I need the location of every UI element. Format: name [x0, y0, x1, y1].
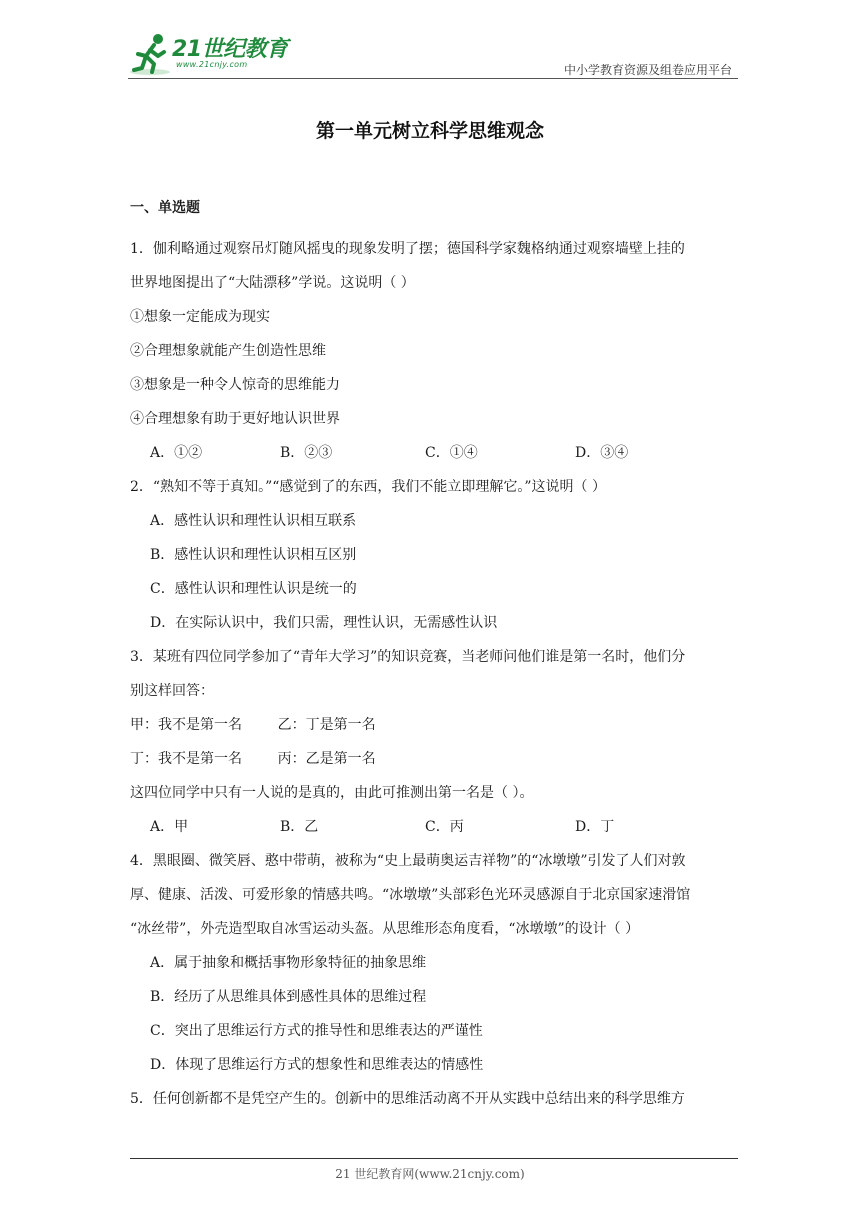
q4-option-a[interactable]: A．属于抽象和概括事物形象特征的抽象思维 [150, 955, 427, 971]
q3-stem-line-1: 3．某班有四位同学参加了“青年大学习”的知识竞赛，当老师问他们谁是第一名时，他们分 [130, 649, 686, 665]
q1-statement-1: ①想象一定能成为现实 [130, 309, 270, 325]
q3-option-d[interactable]: D．丁 [575, 819, 615, 835]
q2-option-c[interactable]: C．感性认识和理性认识是统一的 [150, 581, 357, 597]
q4-option-c[interactable]: C．突出了思维运行方式的推导性和思维表达的严谨性 [150, 1023, 483, 1039]
q1-statement-3: ③想象是一种令人惊奇的思维能力 [130, 377, 340, 393]
q2-option-b[interactable]: B．感性认识和理性认识相互区别 [150, 547, 357, 563]
q2-stem: 2．“熟知不等于真知。”“感觉到了的东西，我们不能立即理解它。”这说明（ ） [130, 479, 606, 495]
q1-statement-2: ②合理想象就能产生创造性思维 [130, 343, 326, 359]
q1-option-a[interactable]: A．①② [150, 445, 203, 461]
q3-stem-line-3: 这四位同学中只有一人说的是真的，由此可推测出第一名是（ ）。 [130, 785, 534, 801]
header-divider [128, 78, 738, 79]
q1-option-d[interactable]: D．③④ [575, 445, 629, 461]
q5-stem-line-1: 5．任何创新都不是凭空产生的。创新中的思维活动离不开从实践中总结出来的科学思维方 [130, 1091, 685, 1107]
q3-option-a[interactable]: A．甲 [150, 819, 189, 835]
document-title: 第一单元树立科学思维观念 [315, 120, 544, 142]
q1-statement-4: ④合理想象有助于更好地认识世界 [130, 411, 340, 427]
q4-stem-line-3: “冰丝带”，外壳造型取自冰雪运动头盔。从思维形态角度看，“冰墩墩”的设计（ ） [130, 921, 640, 937]
q3-answers-row-2: 丁：我不是第一名 丙：乙是第一名 [130, 751, 376, 767]
logo-url-text: www.21cnjy.com [176, 60, 248, 69]
q3-option-c[interactable]: C．丙 [425, 819, 464, 835]
question-content [130, 198, 740, 1116]
q1-option-b[interactable]: B．②③ [280, 445, 333, 461]
q3-answers-row-1: 甲：我不是第一名 乙：丁是第一名 [130, 717, 376, 733]
page-header [128, 28, 738, 80]
q1-stem-line-2: 世界地图提出了“大陆漂移”学说。这说明（ ） [130, 275, 415, 291]
q4-stem-line-1: 4．黑眼圈、微笑唇、憨中带萌，被称为“史上最萌奥运吉祥物”的“冰墩墩”引发了人们对敦 [130, 853, 686, 869]
q3-options [130, 810, 740, 844]
footer-divider [130, 1158, 738, 1159]
q2-option-a[interactable]: A．感性认识和理性认识相互联系 [150, 513, 357, 529]
q4-option-b[interactable]: B．经历了从思维具体到感性具体的思维过程 [150, 989, 427, 1005]
runner-icon [128, 32, 172, 78]
section-heading: 一、单选题 [130, 200, 200, 216]
q4-stem-line-2: 厚、健康、活泼、可爱形象的情感共鸣。“冰墩墩”头部彩色光环灵感源自于北京国家速滑馆 [130, 887, 691, 903]
header-platform-text: 中小学教育资源及组卷应用平台 [563, 63, 732, 77]
q4-option-d[interactable]: D．体现了思维运行方式的想象性和思维表达的情感性 [150, 1057, 484, 1073]
site-logo [128, 32, 298, 78]
q1-option-c[interactable]: C．①④ [425, 445, 478, 461]
logo-brand-text: 21世纪教育 [172, 37, 288, 62]
q2-option-d[interactable]: D．在实际认识中，我们只需，理性认识，无需感性认识 [150, 615, 498, 631]
q1-options [130, 436, 740, 470]
q3-stem-line-2: 别这样回答： [130, 683, 214, 699]
q3-option-b[interactable]: B．乙 [280, 819, 319, 835]
page-footer: 21 世纪教育网(www.21cnjy.com) [335, 1167, 525, 1181]
q1-stem-line-1: 1．伽利略通过观察吊灯随风摇曳的现象发明了摆；德国科学家魏格纳通过观察墙壁上挂的 [130, 241, 685, 257]
